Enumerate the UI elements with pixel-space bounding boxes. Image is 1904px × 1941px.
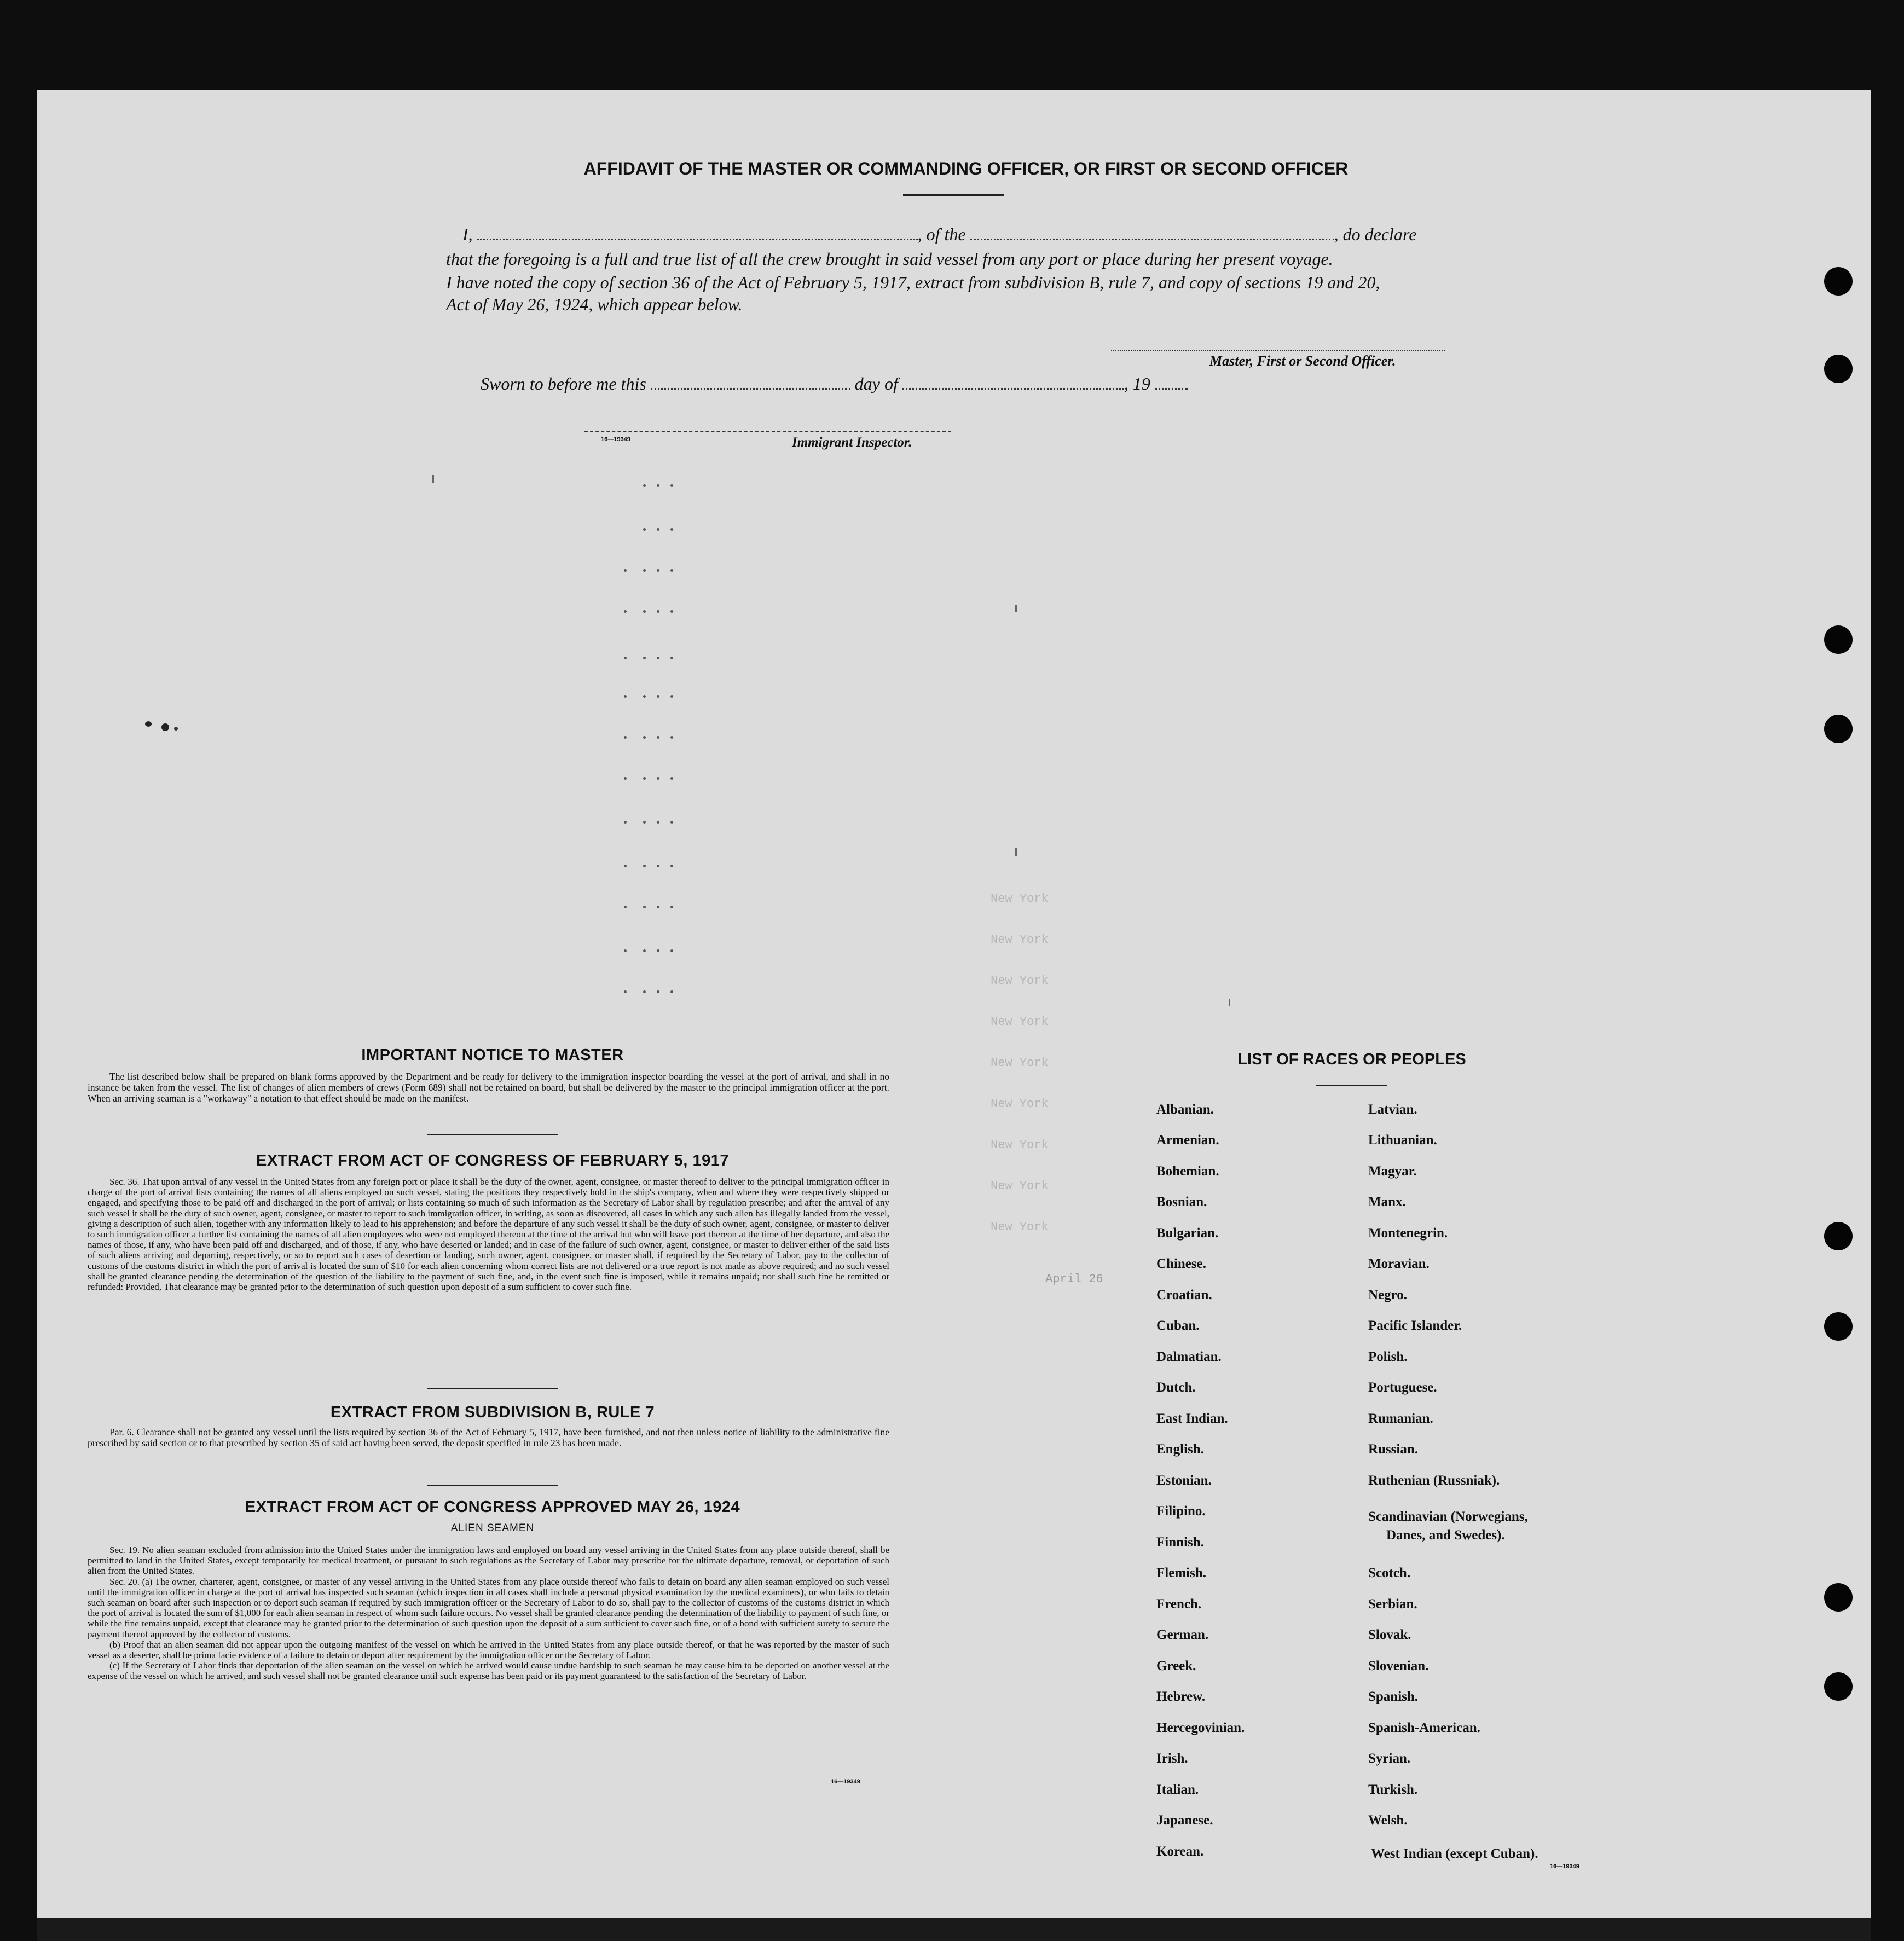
divider xyxy=(427,1134,558,1135)
notice-heading: IMPORTANT NOTICE TO MASTER xyxy=(361,1046,624,1064)
sec-20a: Sec. 20. (a) The owner, charterer, agent, consignee, or master of any vessel arriving in the United States from any place outside thereof who fails to detain on board any alien seaman employed on such vessel until the immigration officer in charge at the port of arrival has inspected such seaman (which inspection in all cases shall include a personal physical examination by the medical examiners), or who fails to detain such seaman on board after such inspection or to deport such seaman if required by such immigration officer or the Secretary of Labor to do so, shall pay to the collector of customs of the customs district in which the port of arrival is located the sum of $1,000 for each alien seaman in respect of whom such failure occurs. No vessel shall be granted clearance pending the determination of the liability to payment of such fine, or while the fine remains unpaid, except that clearance may be granted prior to the determination of such question upon the deposit of a sum sufficient to cover such fine, or of a bond with sufficient surety to secure the payment thereof approved by the collector of customs. xyxy=(88,1576,889,1639)
race-item: Greek. xyxy=(1156,1659,1196,1673)
races-heading: LIST OF RACES OR PEOPLES xyxy=(1237,1051,1466,1068)
punch-hole xyxy=(1824,625,1853,654)
rule7-heading: EXTRACT FROM SUBDIVISION B, RULE 7 xyxy=(330,1404,655,1421)
race-item: Bohemian. xyxy=(1156,1164,1219,1179)
race-item: Croatian. xyxy=(1156,1288,1212,1302)
race-item: Danes, and Swedes). xyxy=(1386,1528,1505,1543)
sec-20c: (c) If the Secretary of Labor finds that deportation of the alien seaman on the vessel on which he arrived would cause undue hardship to such seaman he may cause him to be deported on another vessel at the expense of the vessel on which he arrived, and such vessel shall not be granted clearance until such expense has been paid or its payment guaranteed to the satisfaction of the Secretary of Labor. xyxy=(88,1660,889,1682)
do-declare-label: , do declare xyxy=(1334,224,1417,244)
race-item: East Indian. xyxy=(1156,1411,1228,1426)
race-item: English. xyxy=(1156,1442,1204,1457)
punch-hole xyxy=(1824,1672,1853,1701)
sworn-label: Sworn to before me this xyxy=(481,374,646,393)
race-item: Ruthenian (Russniak). xyxy=(1368,1473,1500,1488)
sworn-line xyxy=(481,374,1247,394)
inspector-signature-line[interactable] xyxy=(584,430,951,432)
sec-20b: (b) Proof that an alien seaman did not appear upon the outgoing manifest of the vessel on which he arrived in the United States from any place outside thereof, or that he was reported by the master of such vessel as a deserter, shall be prima facie evidence of a failure to detain or deport after requirement by the immigration officer or the Secretary of Labor. xyxy=(88,1639,889,1661)
race-item: Korean. xyxy=(1156,1844,1204,1859)
sworn-month-field[interactable] xyxy=(902,388,1124,390)
master-caption: Master, First or Second Officer. xyxy=(1209,353,1396,369)
affidavit-title: AFFIDAVIT OF THE MASTER OR COMMANDING OFFICER, OR FIRST OR SECOND OFFICER xyxy=(583,159,1349,178)
race-item: Scandinavian (Norwegians, xyxy=(1368,1509,1528,1524)
punch-hole xyxy=(1824,715,1853,743)
race-item: Cuban. xyxy=(1156,1318,1200,1333)
race-item: Hercegovinian. xyxy=(1156,1720,1245,1735)
extract-1917-heading: EXTRACT FROM ACT OF CONGRESS OF FEBRUARY 5, 1917 xyxy=(256,1152,730,1169)
race-item: Rumanian. xyxy=(1368,1411,1433,1426)
alien-seamen-subheading: ALIEN SEAMEN xyxy=(450,1522,535,1534)
speck xyxy=(145,721,152,727)
race-item: Lithuanian. xyxy=(1368,1133,1437,1148)
extract-1917-text: Sec. 36. That upon arrival of any vessel in the United States from any foreign port or place it shall be the duty of the owner, agent, consignee, or master thereof to deliver to the principal immigration officer in charge of the port of arrival lists containing the names of all aliens employed on such vessel, stating the positions they respectively hold in the ship's company, when and where they were respectively shipped or engaged, and specifying those to be paid off and discharged in the port of arrival; or lists containing so much of such information as the Secretary of Labor shall by regulation prescribe; and after the arrival of any such vessel it shall be the duty of such owner, agent, consignee, or master to report to such immigration officer, in writing, as soon as discovered, all cases in which any such alien has illegally landed from the vessel, giving a description of such alien, together with any information likely to lead to his apprehension; and before the departure of any such vessel it shall be the duty of such owner, agent, consignee, or master to deliver to such immigration officer a further list containing the names of all alien employees who were not employed thereon at the time of the arrival but who will leave port thereon at the time of her departure, and also the names of those, if any, who have been paid off and discharged, and of those, if any, who have deserted or landed; and in case of the failure of such owner, agent, consignee, or master to deliver either of the said lists of such aliens arriving and departing, respectively, or so to report such cases of desertion or landing, such owner, agent, consignee, or master shall, if required by the Secretary of Labor, pay to the collector of customs of the customs district in which the port of arrival is located the sum of $10 for each alien concerning whom correct lists are not delivered or a true report is not made as above required; and no such vessel shall be granted clearance pending the determination of the question of the liability to the payment of such fine, and, in the event such fine is imposed, while it remains unpaid; nor shall such fine be remitted or refunded: Provided, That clearance may be granted prior to the determination of such question upon deposit of a sum sufficient to cover such fine. xyxy=(88,1177,889,1293)
race-item: West Indian (except Cuban). xyxy=(1371,1846,1538,1861)
race-item: Syrian. xyxy=(1368,1751,1411,1766)
sworn-year-field[interactable] xyxy=(1155,388,1188,390)
i-label: I, xyxy=(462,224,473,244)
form-number: 16—19349 xyxy=(601,436,630,443)
race-item: Slovenian. xyxy=(1368,1659,1429,1673)
vessel-field[interactable] xyxy=(970,239,1334,240)
declaration-text-2: I have noted the copy of section 36 of the Act of February 5, 1917, extract from subdivision B, rule 7, and copy of sections 19 and 20, xyxy=(446,273,1380,292)
race-item: Manx. xyxy=(1368,1195,1406,1209)
declaration-line xyxy=(462,224,1469,245)
rule7-text: Par. 6. Clearance shall not be granted any vessel until the lists required by section 36 of the Act of February 5, 1917, have been furnished, and not then unless notice of liability to the administrative fine prescribed by said section or to that prescribed by section 35 of said act having been served, the deposit specified in rule 23 has been made. xyxy=(88,1427,889,1448)
race-item: Portuguese. xyxy=(1368,1380,1437,1395)
punch-hole xyxy=(1824,1583,1853,1612)
race-item: Chinese. xyxy=(1156,1256,1206,1271)
punch-hole xyxy=(1824,267,1853,296)
race-item: Finnish. xyxy=(1156,1535,1204,1550)
divider xyxy=(427,1485,558,1486)
race-item: German. xyxy=(1156,1627,1209,1642)
race-item: Dutch. xyxy=(1156,1380,1196,1395)
inspector-caption: Immigrant Inspector. xyxy=(792,435,912,450)
race-item: Albanian. xyxy=(1156,1102,1214,1117)
race-item: Flemish. xyxy=(1156,1566,1206,1580)
extract-1924-heading: EXTRACT FROM ACT OF CONGRESS APPROVED MAY 26, 1924 xyxy=(245,1498,740,1516)
speck xyxy=(161,723,169,731)
race-item: Hebrew. xyxy=(1156,1689,1206,1704)
title-divider xyxy=(903,194,1004,196)
race-item: Montenegrin. xyxy=(1368,1226,1448,1241)
punch-hole xyxy=(1824,1222,1853,1250)
race-item: Magyar. xyxy=(1368,1164,1417,1179)
race-item: Armenian. xyxy=(1156,1133,1219,1148)
punch-hole xyxy=(1824,355,1853,383)
punch-hole xyxy=(1824,1312,1853,1341)
race-item: Bosnian. xyxy=(1156,1195,1207,1209)
race-item: Welsh. xyxy=(1368,1813,1408,1828)
race-item: Turkish. xyxy=(1368,1782,1418,1797)
race-item: Spanish-American. xyxy=(1368,1720,1480,1735)
race-item: Slovak. xyxy=(1368,1627,1411,1642)
race-item: Negro. xyxy=(1368,1288,1408,1302)
race-item: Moravian. xyxy=(1368,1256,1430,1271)
day-of-label: day of xyxy=(854,374,898,393)
race-item: Serbian. xyxy=(1368,1597,1417,1612)
race-item: Polish. xyxy=(1368,1349,1408,1364)
race-item: Russian. xyxy=(1368,1442,1419,1457)
race-item: Filipino. xyxy=(1156,1504,1206,1519)
of-the-label: , of the xyxy=(917,224,966,244)
race-item: Italian. xyxy=(1156,1782,1199,1797)
race-item: Pacific Islander. xyxy=(1368,1318,1462,1333)
notice-text: The list described below shall be prepared on blank forms approved by the Department and be ready for delivery to the immigration inspector boarding the vessel at the port of arrival, and shall in no instance be taken from the vessel. The list of changes of alien members of crews (Form 689) shall not be retained on board, but shall be delivered by the master to the principal immigration officer at the port. When an arriving seaman is a "workaway" a notation to that effect should be made on the manifest. xyxy=(88,1071,889,1104)
sworn-day-field[interactable] xyxy=(651,388,850,390)
page-bottom-edge xyxy=(37,1918,1871,1941)
race-item: Latvian. xyxy=(1368,1102,1417,1117)
declaration-text-1: that the foregoing is a full and true list of all the crew brought in said vessel from any port or place during her present voyage. xyxy=(446,249,1333,269)
races-divider xyxy=(1316,1085,1387,1086)
race-item: Dalmatian. xyxy=(1156,1349,1222,1364)
sec-19: Sec. 19. No alien seaman excluded from admission into the United States under the immigration laws and employed on board any vessel arriving in the United States from any place outside thereof, shall be permitted to land in the United States, except temporarily for medical treatment, or pursuant to such regulations as the Secretary of Labor may prescribe for the ultimate departure, removal, or deportation of such alien from the United States. xyxy=(88,1545,889,1577)
race-item: Irish. xyxy=(1156,1751,1188,1766)
speck xyxy=(174,727,178,731)
race-item: Scotch. xyxy=(1368,1566,1411,1580)
race-item: French. xyxy=(1156,1597,1202,1612)
race-item: Spanish. xyxy=(1368,1689,1419,1704)
race-item: Estonian. xyxy=(1156,1473,1212,1488)
master-signature-line[interactable] xyxy=(1111,349,1445,351)
declaration-text-3: Act of May 26, 1924, which appear below. xyxy=(446,294,743,314)
form-number: 16—19349 xyxy=(831,1778,860,1785)
divider xyxy=(427,1388,558,1389)
year-label: , 19 xyxy=(1124,374,1150,393)
name-field[interactable] xyxy=(477,239,918,240)
race-item: Japanese. xyxy=(1156,1813,1213,1828)
extract-1924-text xyxy=(88,1545,889,1682)
race-item: Bulgarian. xyxy=(1156,1226,1219,1241)
form-number: 16—19349 xyxy=(1550,1863,1579,1870)
